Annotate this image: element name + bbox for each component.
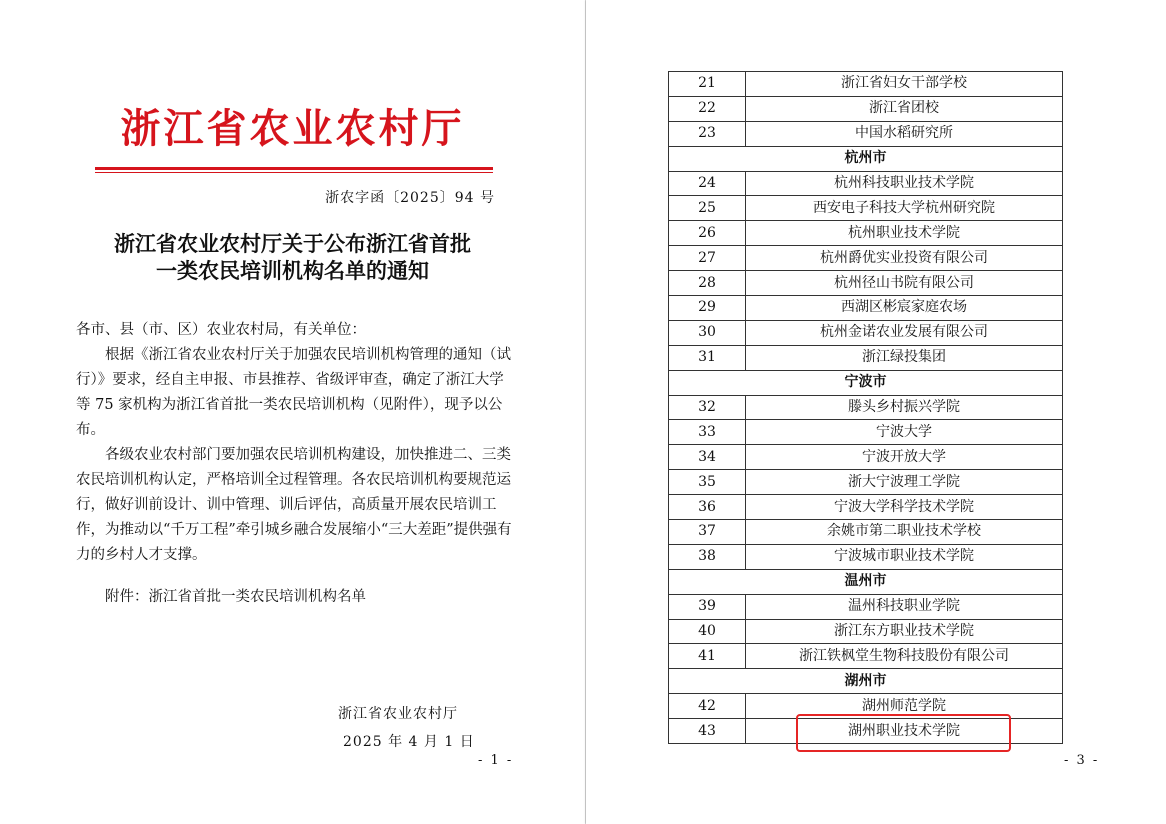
city-header-row [669, 669, 1063, 694]
page-number: - 3 - [1064, 753, 1100, 768]
attachment-note: 附件：浙江省首批一类农民培训机构名单 [105, 589, 366, 605]
row-number: 32 [669, 395, 746, 420]
city-name: 湖州市 [669, 669, 1063, 694]
institution-name: 温州科技职业学院 [746, 594, 1063, 619]
table-row [669, 619, 1063, 644]
table-row [669, 171, 1063, 196]
city-name: 宁波市 [669, 370, 1063, 395]
row-number: 22 [669, 96, 746, 121]
institution-name: 浙大宁波理工学院 [746, 470, 1063, 495]
document-number: 浙农字函〔2025〕94 号 [325, 190, 495, 206]
table-row [669, 320, 1063, 345]
institution-name: 宁波大学科学技术学院 [746, 495, 1063, 520]
institution-name: 杭州爵优实业投资有限公司 [746, 246, 1063, 271]
page-number: - 1 - [478, 753, 514, 768]
city-name: 杭州市 [669, 146, 1063, 171]
institution-name: 杭州科技职业技术学院 [746, 171, 1063, 196]
table-row [669, 420, 1063, 445]
institution-name: 浙江绿投集团 [746, 345, 1063, 370]
body-text [76, 318, 516, 610]
red-rule-thick [95, 167, 493, 170]
city-header-row [669, 569, 1063, 594]
highlight-box [796, 714, 1011, 752]
row-number: 28 [669, 271, 746, 296]
row-number: 26 [669, 221, 746, 246]
table-row [669, 395, 1063, 420]
paragraph-1: 根据《浙江省农业农村厅关于加强农民培训机构管理的通知（试行）》要求，经自主申报、市县推荐、省级评审查，确定了浙江大学等 75 家机构为浙江省首批一类农民培训机构（见附件），现予以公布。 [76, 347, 511, 438]
row-number: 43 [669, 719, 746, 744]
row-number: 30 [669, 320, 746, 345]
issuer-header-title: 浙江省农业农村厅 [120, 105, 465, 152]
institution-name: 浙江省妇女干部学校 [746, 72, 1063, 97]
institution-name: 浙江省团校 [746, 96, 1063, 121]
institution-name: 杭州金诺农业发展有限公司 [746, 320, 1063, 345]
table-row [669, 644, 1063, 669]
table-row [669, 196, 1063, 221]
institution-name: 湖州师范学院 [746, 694, 1063, 719]
table-row [669, 495, 1063, 520]
signature-date: 2025 年 4 月 1 日 [343, 734, 475, 750]
paragraph-2: 各级农业农村部门要加强农民培训机构建设，加快推进二、三类农民培训机构认定，严格培训全过程管理。各农民培训机构要规范运行，做好训前设计、训中管理、训后评估，高质量开展农民培训工作，为推动以“千万工程”牵引城乡融合发展缩小“三大差距”提供强有力的乡村人才支撑。 [76, 447, 512, 563]
institution-name: 杭州径山书院有限公司 [746, 271, 1063, 296]
signature-organization: 浙江省农业农村厅 [338, 706, 458, 722]
row-number: 37 [669, 520, 746, 545]
table-row [669, 121, 1063, 146]
table-row [669, 594, 1063, 619]
row-number: 24 [669, 171, 746, 196]
row-number: 42 [669, 694, 746, 719]
institution-name: 宁波开放大学 [746, 445, 1063, 470]
row-number: 33 [669, 420, 746, 445]
institution-name: 西湖区彬宸家庭农场 [746, 296, 1063, 321]
row-number: 21 [669, 72, 746, 97]
table-row [669, 345, 1063, 370]
institution-name: 浙江东方职业技术学院 [746, 619, 1063, 644]
salutation: 各市、县（市、区）农业农村局，有关单位： [76, 322, 366, 338]
institution-name: 中国水稻研究所 [746, 121, 1063, 146]
institution-list-table [668, 71, 1063, 744]
institution-name: 湖州职业技术学院 [746, 719, 1063, 744]
row-number: 35 [669, 470, 746, 495]
row-number: 41 [669, 644, 746, 669]
institution-name: 浙江铁枫堂生物科技股份有限公司 [746, 644, 1063, 669]
title-line-2: 一类农民培训机构名单的通知 [156, 258, 429, 283]
document-title [0, 230, 585, 284]
row-number: 27 [669, 246, 746, 271]
table-row [669, 445, 1063, 470]
row-number: 23 [669, 121, 746, 146]
row-number: 40 [669, 619, 746, 644]
city-header-row [669, 146, 1063, 171]
institution-name: 西安电子科技大学杭州研究院 [746, 196, 1063, 221]
title-line-1: 浙江省农业农村厅关于公布浙江省首批 [114, 231, 471, 256]
row-number: 31 [669, 345, 746, 370]
row-number: 36 [669, 495, 746, 520]
table-row [669, 271, 1063, 296]
table-row [669, 221, 1063, 246]
document-page-3 [586, 0, 1166, 824]
red-rule-thin [95, 172, 493, 173]
table-row [669, 96, 1063, 121]
institution-name: 滕头乡村振兴学院 [746, 395, 1063, 420]
row-number: 38 [669, 544, 746, 569]
institution-name: 宁波城市职业技术学院 [746, 544, 1063, 569]
table-row [669, 246, 1063, 271]
row-number: 29 [669, 296, 746, 321]
table-row [669, 544, 1063, 569]
city-header-row [669, 370, 1063, 395]
row-number: 25 [669, 196, 746, 221]
row-number: 39 [669, 594, 746, 619]
city-name: 温州市 [669, 569, 1063, 594]
table-row [669, 72, 1063, 97]
table-row [669, 296, 1063, 321]
institution-name: 宁波大学 [746, 420, 1063, 445]
institution-name: 余姚市第二职业技术学校 [746, 520, 1063, 545]
table-row [669, 470, 1063, 495]
row-number: 34 [669, 445, 746, 470]
institution-name: 杭州职业技术学院 [746, 221, 1063, 246]
table-row [669, 520, 1063, 545]
